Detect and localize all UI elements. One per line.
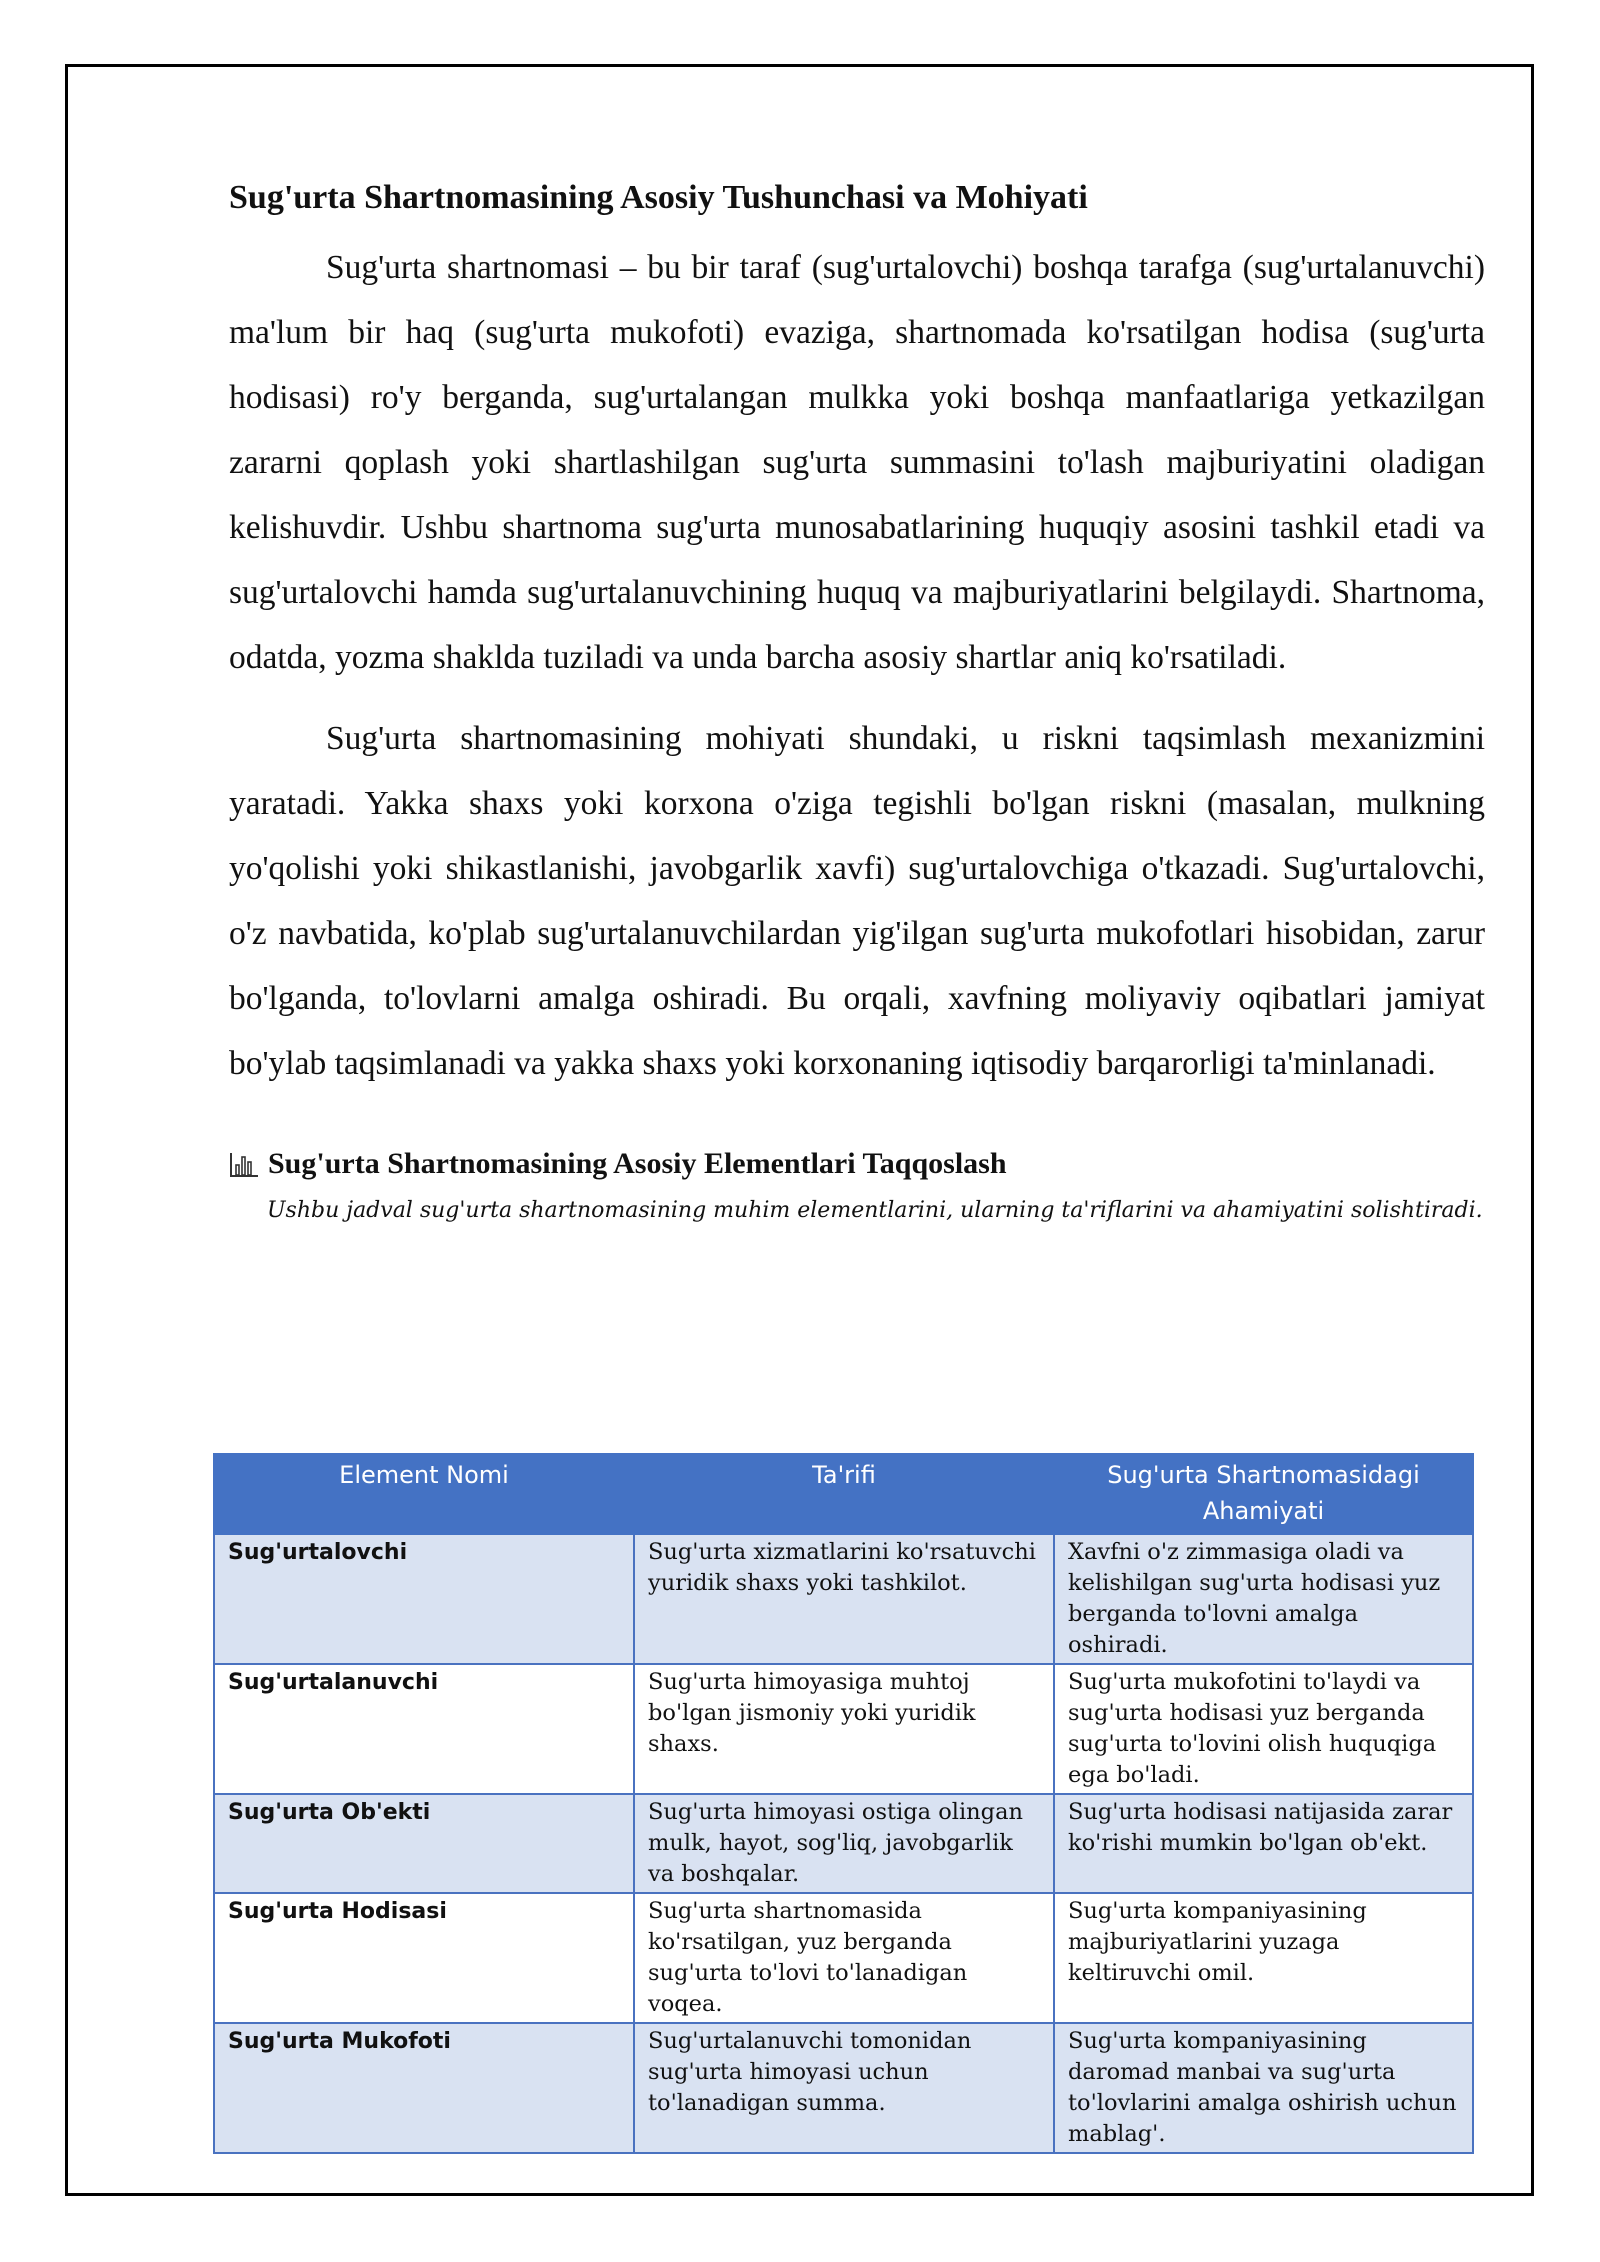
- table-row: [214, 2023, 1473, 2153]
- cell-definition: Sug'urta himoyasiga muhtoj bo'lgan jismoniy yoki yuridik shaxs.: [634, 1664, 1054, 1794]
- header-importance: Sug'urta Shartnomasidagi Ahamiyati: [1054, 1454, 1473, 1534]
- cell-element-name: Sug'urtalanuvchi: [214, 1664, 634, 1794]
- table-row: [214, 1534, 1473, 1664]
- cell-definition: Sug'urtalanuvchi tomonidan sug'urta himoyasi uchun to'lanadigan summa.: [634, 2023, 1054, 2153]
- cell-definition: Sug'urta xizmatlarini ko'rsatuvchi yuridik shaxs yoki tashkilot.: [634, 1534, 1054, 1664]
- cell-importance: Xavfni o'z zimmasiga oladi va kelishilgan sug'urta hodisasi yuz berganda to'lovni amalga oshiradi.: [1054, 1534, 1473, 1664]
- header-definition: Ta'rifi: [634, 1454, 1054, 1534]
- header-element-name: Element Nomi: [214, 1454, 634, 1534]
- table-row: [214, 1794, 1473, 1893]
- table-row: [214, 1893, 1473, 2023]
- table-row: [214, 1664, 1473, 1794]
- table-section-title: [229, 1144, 1485, 1184]
- bar-chart-icon: [229, 1150, 259, 1178]
- paragraph-definition: Sug'urta shartnomasi – bu bir taraf (sug'urtalovchi) boshqa tarafga (sug'urtalanuvchi) ma'lum bir haq (sug'urta mukofoti) evaziga, shartnomada ko'rsatilgan hodisa (sug'urta hodisasi) ro'y berganda, sug'urtalangan mulkka yoki boshqa manfaatlariga yetkazilgan zararni qoplash yoki shartlashilgan sug'urta summasini to'lash majburiyatini oladigan kelishuvdir. Ushbu shartnoma sug'urta munosabatlarining huquqiy asosini tashkil etadi va sug'urtalovchi hamda sug'urtalanuvchining huquq va majburiyatlarini belgilaydi. Shartnoma, odatda, yozma shaklda tuziladi va unda barcha asosiy shartlar aniq ko'rsatiladi.: [229, 249, 1485, 676]
- table-header-row: [214, 1454, 1473, 1534]
- paragraph-essence: Sug'urta shartnomasining mohiyati shundaki, u riskni taqsimlash mexanizmini yaratadi. Yakka shaxs yoki korxona o'ziga tegishli bo'lgan riskni (masalan, mulkning yo'qolishi yoki shikastlanishi, javobgarlik xavfi) sug'urtalovchiga o'tkazadi. Sug'urtalovchi, o'z navbatida, ko'plab sug'urtalanuvchilardan yig'ilgan sug'urta mukofotlari hisobidan, zarur bo'lganda, to'lovlarni amalga oshiradi. Bu orqali, xavfning moliyaviy oqibatlari jamiyat bo'ylab taqsimlanadi va yakka shaxs yoki korxonaning iqtisodiy barqarorligi ta'minlanadi.: [229, 720, 1485, 1082]
- cell-importance: Sug'urta mukofotini to'laydi va sug'urta hodisasi yuz berganda sug'urta to'lovini olish huquqiga ega bo'ladi.: [1054, 1664, 1473, 1794]
- cell-element-name: Sug'urtalovchi: [214, 1534, 634, 1664]
- cell-importance: Sug'urta kompaniyasining majburiyatlarini yuzaga keltiruvchi omil.: [1054, 1893, 1473, 2023]
- cell-importance: Sug'urta kompaniyasining daromad manbai va sug'urta to'lovlarini amalga oshirish uchun mablag'.: [1054, 2023, 1473, 2153]
- cell-element-name: Sug'urta Ob'ekti: [214, 1794, 634, 1893]
- cell-importance: Sug'urta hodisasi natijasida zarar ko'rishi mumkin bo'lgan ob'ekt.: [1054, 1794, 1473, 1893]
- document-body: [229, 175, 1485, 1226]
- cell-definition: Sug'urta shartnomasida ko'rsatilgan, yuz berganda sug'urta to'lovi to'lanadigan voqea.: [634, 1893, 1054, 2023]
- cell-element-name: Sug'urta Mukofoti: [214, 2023, 634, 2153]
- section-title-text: Sug'urta Shartnomasining Asosiy Elementlari Taqqoslash: [268, 1147, 1007, 1180]
- cell-element-name: Sug'urta Hodisasi: [214, 1893, 634, 2023]
- table-caption: Ushbu jadval sug'urta shartnomasining muhim elementlarini, ularning ta'riflarini va ahamiyatini solishtiradi.: [267, 1198, 1483, 1223]
- cell-definition: Sug'urta himoyasi ostiga olingan mulk, hayot, sog'liq, javobgarlik va boshqalar.: [634, 1794, 1054, 1893]
- document-heading: Sug'urta Shartnomasining Asosiy Tushunchasi va Mohiyati: [229, 179, 1088, 216]
- elements-table: [213, 1453, 1474, 2154]
